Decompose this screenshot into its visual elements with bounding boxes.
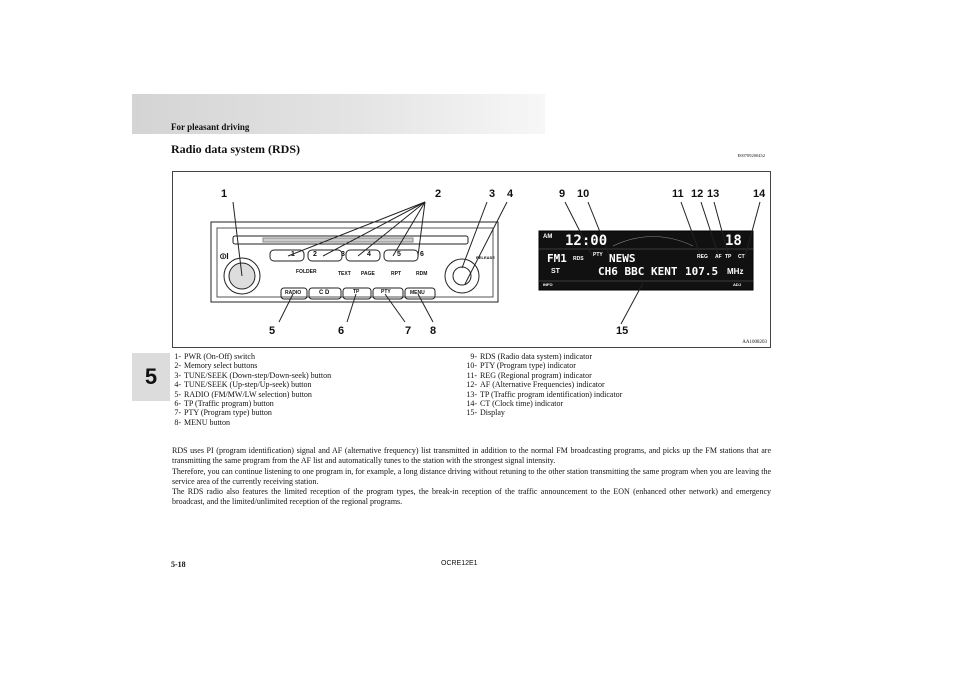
callout-13: 13 [707,188,720,200]
legend-item: 15- Display [466,408,505,418]
preset-2: 2 [313,251,317,258]
display-genre: NEWS [609,252,636,265]
display-volume: 18 [725,233,742,249]
preset-5: 5 [397,251,401,258]
callout-3: 3 [489,188,496,200]
callout-7: 7 [405,325,412,337]
preset-3: 3 [341,251,345,258]
body-paragraph: The RDS radio also features the limited reception of the program types, the break-in reception of the traffic announcement to the EON (enhanced other network) and emergency broadcast, and the limited/unlimited reception of the regional programs. [172,487,771,507]
callout-15: 15 [616,325,629,337]
radio-button[interactable]: RADIO [285,290,302,296]
section-label: For pleasant driving [171,122,250,132]
body-paragraph: Therefore, you can continue listening to one program in, for example, a long distance driving without retuning to the other station transmitting the same program when you are leaving the service area of the currently receiving station. [172,466,771,486]
callout-9: 9 [559,188,566,200]
folder-label: FOLDER [296,269,317,275]
af-indicator: AF [715,254,722,260]
legend-item: 2- Memory select buttons [174,361,258,371]
display-time: 12:00 [565,233,608,249]
legend-item: 5- RADIO (FM/MW/LW selection) button [174,389,312,399]
page-label: PAGE [361,271,375,277]
callout-1: 1 [221,188,228,200]
legend-item: 7- PTY (Program type) button [174,408,272,418]
rdm-label: RDM [416,271,428,277]
power-label: ⏼I [220,252,229,261]
legend-item: 3- TUNE/SEEK (Down-step/Down-seek) button [174,370,332,380]
legend-item: 10- PTY (Program type) indicator [466,361,576,371]
radio-unit [211,202,507,322]
callout-5: 5 [269,325,276,337]
display-freq: 107.5 [685,265,719,278]
cd-button[interactable]: C D [319,290,330,296]
display-am: AM [543,234,553,240]
tp-indicator: TP [725,254,732,260]
chapter-tab: 5 [132,353,170,401]
page-title: Radio data system (RDS) [171,142,300,156]
footer-code: OCRE12E1 [441,560,478,567]
ct-indicator: CT [738,254,745,260]
legend-item: 14- CT (Clock time) indicator [466,399,564,409]
legend-item: 4- TUNE/SEEK (Up-step/Up-seek) button [174,380,312,390]
doc-code: E00709200452 [737,153,765,158]
st-indicator: ST [551,268,560,275]
display-adj: ADJ [733,282,742,287]
radio-figure [172,171,771,348]
legend-item: 8- MENU button [174,417,230,427]
legend-right [459,352,622,418]
menu-button[interactable]: MENU [410,290,425,296]
display-info: INFO [543,282,553,287]
rpt-label: RPT [391,271,401,277]
legend-item: 9- RDS (Radio data system) indicator [470,352,592,361]
pty-button[interactable]: PTY [381,289,391,295]
display-unit: MHz [727,267,744,276]
callout-4: 4 [507,188,514,200]
body-text [172,446,771,508]
preset-1: 1 [291,251,295,258]
callout-11: 11 [672,188,684,200]
pty-indicator: PTY [593,252,603,258]
legend-item: 12- AF (Alternative Frequencies) indicator [466,380,605,390]
release-label: RELEASE [476,255,495,260]
body-paragraph: RDS uses PI (program identification) signal and AF (alternative frequency) list transmitted in addition to the normal FM broadcasting programs, and picks up the FM stations that are transmitting the same program from the AF list and automatically tunes to the station with the strongest signal intensity. [172,446,771,466]
callout-8: 8 [430,325,437,337]
page-number: 5-18 [171,560,186,569]
display-band: FM1 [547,252,567,265]
preset-6: 6 [420,251,424,258]
legend-left [163,352,331,427]
display-station: CH6 BBC KENT [598,265,678,278]
text-label: TEXT [338,271,351,277]
legend-item: 6- TP (Traffic program) button [174,399,274,409]
callout-10: 10 [577,188,590,200]
callout-6: 6 [338,325,345,337]
preset-4: 4 [367,251,371,258]
tp-button[interactable]: TP [353,289,360,295]
legend-item: 13- TP (Traffic program identification) indicator [466,389,623,399]
legend-item: 1- PWR (On-Off) switch [174,352,255,361]
callout-2: 2 [435,188,442,200]
reg-indicator: REG [697,254,708,260]
rds-indicator: RDS [573,256,584,262]
legend-item: 11- REG (Regional program) indicator [466,370,592,380]
callout-14: 14 [753,188,766,200]
callout-12: 12 [691,188,704,200]
figure-id: AA1008203 [742,340,767,345]
